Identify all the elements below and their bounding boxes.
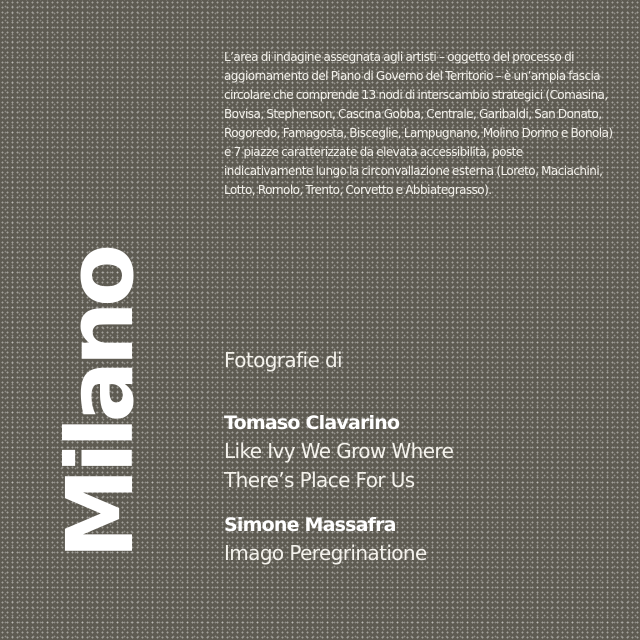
city-title: Milano: [47, 249, 154, 560]
artist-name: Tomaso Clavarino: [224, 412, 400, 434]
credit-entry: [224, 409, 624, 495]
artist-name: Simone Massafra: [224, 514, 396, 536]
work-title: Imago Peregrinatione: [224, 541, 427, 565]
work-title: Like Ivy We Grow Where There’s Place For Us: [224, 439, 454, 492]
project-description: L’area di indagine assegnata agli artisti – oggetto del processo di aggiornamento del Piano di Governo del Territorio – è un’ampia fascia circolare che comprende 13 nodi di interscambio strategici (Comasina, Bovisa, Stephenson, Cascina Gobba, Centrale, Garibaldi, San Donato, Rogoredo, Famagosta, Bisceglie, Lampugnano, Molino Dorino e Bonola) e 7 piazze caratterizzate da elevata accessibilità, poste indicativamente lungo la circonvallazione esterna (Loreto, Maciachini, Lotto, Romolo, Trento, Corvetto e Abbiategrasso).: [224, 50, 613, 197]
photo-credits: [224, 344, 624, 568]
credits-heading: Fotografie di: [224, 348, 342, 372]
city-title-container: [47, 232, 154, 577]
credit-entry: [224, 511, 624, 568]
